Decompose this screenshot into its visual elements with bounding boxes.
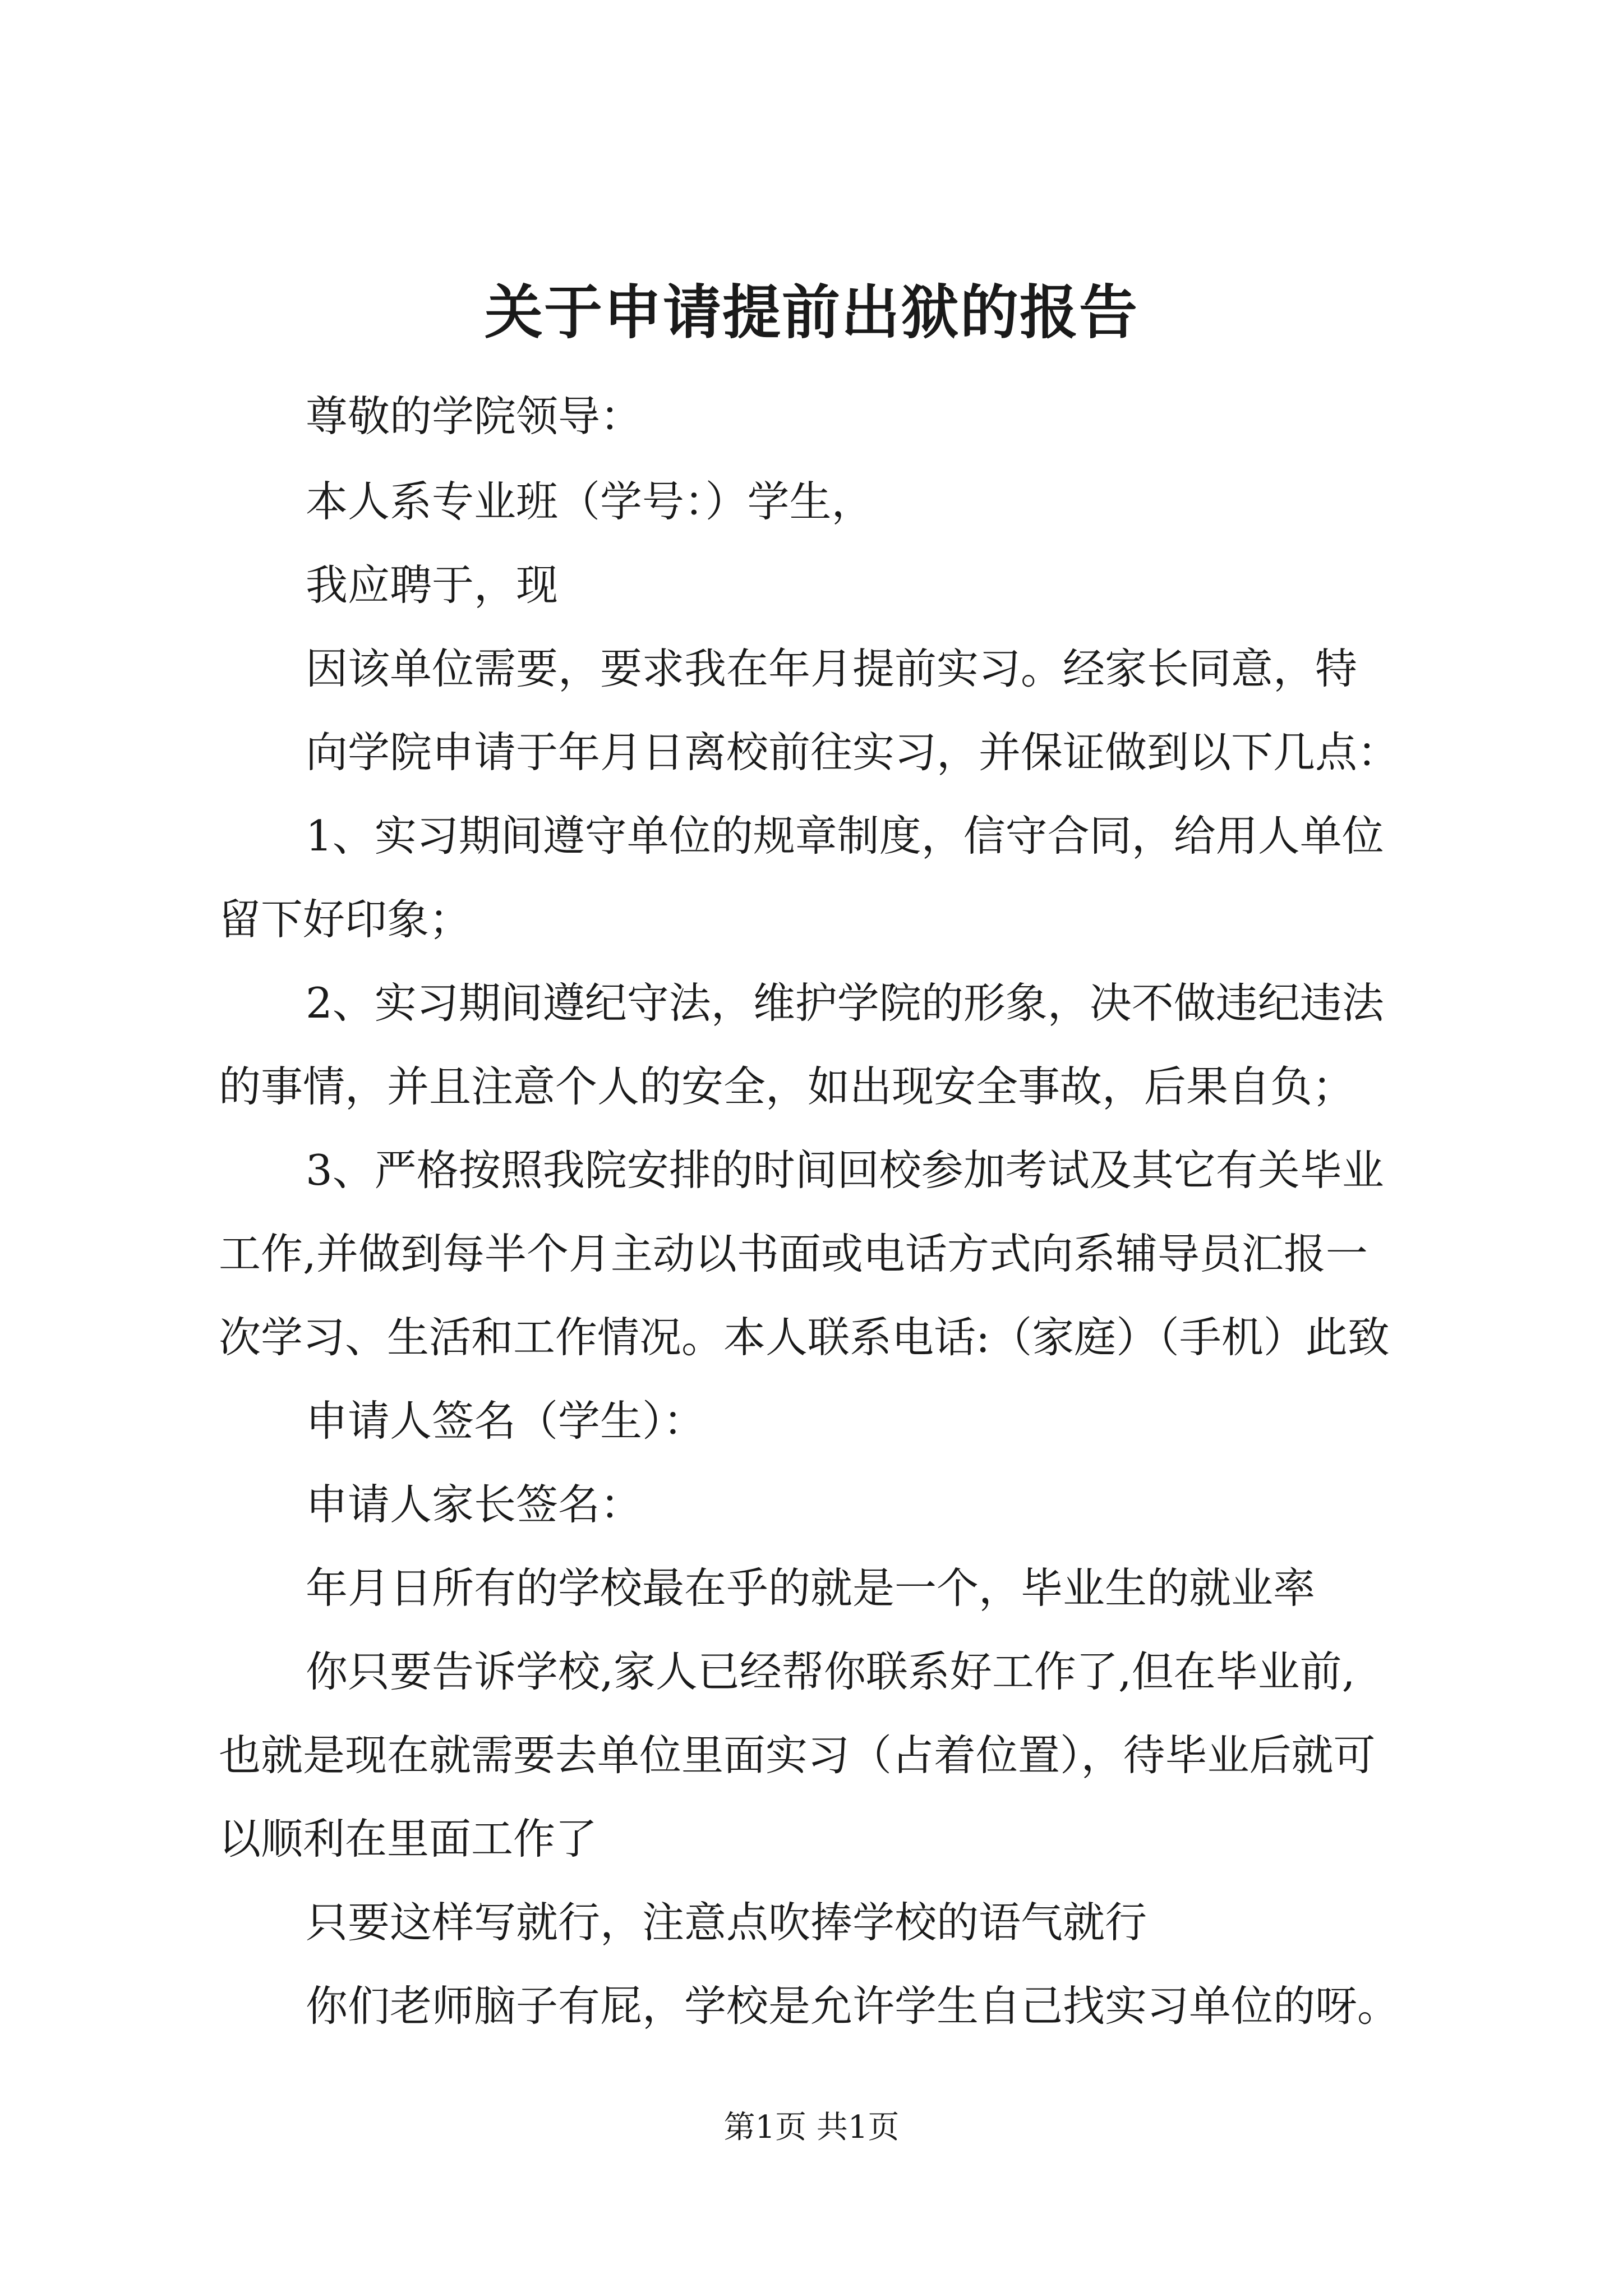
body-line: 向学院申请于年月日离校前往实习，并保证做到以下几点： xyxy=(306,728,1400,777)
salutation-line: 尊敬的学院领导： xyxy=(306,392,643,441)
body-line: 只要这样写就行，注意点吹捧学校的语气就行 xyxy=(306,1898,1147,1947)
body-line-continuation: 以顺利在里面工作了 xyxy=(219,1814,598,1864)
signature-line-parent: 申请人家长签名： xyxy=(306,1480,643,1529)
list-item-3-continuation: 工作,并做到每半个月主动以书面或电话方式向系辅导员汇报一 xyxy=(219,1229,1368,1278)
list-item-2-continuation: 的事情，并且注意个人的安全，如出现安全事故，后果自负； xyxy=(219,1062,1355,1111)
body-line: 你们老师脑子有屁，学校是允许学生自己找实习单位的呀。 xyxy=(306,1981,1400,2031)
list-item-1-continuation: 留下好印象； xyxy=(219,895,472,944)
document-title: 关于申请提前出狱的报告 xyxy=(484,278,1138,347)
body-line: 年月日所有的学校最在乎的就是一个，毕业生的就业率 xyxy=(306,1563,1316,1613)
body-line: 我应聘于，现 xyxy=(306,560,559,610)
body-line: 你只要告诉学校,家人已经帮你联系好工作了,但在毕业前, xyxy=(306,1647,1355,1696)
page-number-footer: 第1页 共1页 xyxy=(723,2109,900,2146)
list-item-1-line: 1、实习期间遵守单位的规章制度，信守合同，给用人单位 xyxy=(306,811,1384,861)
body-line: 本人系专业班（学号：）学生， xyxy=(306,477,874,526)
signature-line-student: 申请人签名（学生）： xyxy=(306,1396,706,1446)
list-item-3-line: 3、严格按照我院安排的时间回校参加考试及其它有关毕业 xyxy=(306,1145,1384,1195)
list-item-2-line: 2、实习期间遵纪守法，维护学院的形象，决不做违纪违法 xyxy=(306,978,1384,1028)
body-line: 因该单位需要，要求我在年月提前实习。经家长同意，特 xyxy=(306,644,1358,693)
body-line-continuation: 也就是现在就需要去单位里面实习（占着位置），待毕业后就可 xyxy=(219,1731,1376,1780)
list-item-3-continuation: 次学习、生活和工作情况。本人联系电话:（家庭）（手机）此致 xyxy=(219,1313,1390,1362)
